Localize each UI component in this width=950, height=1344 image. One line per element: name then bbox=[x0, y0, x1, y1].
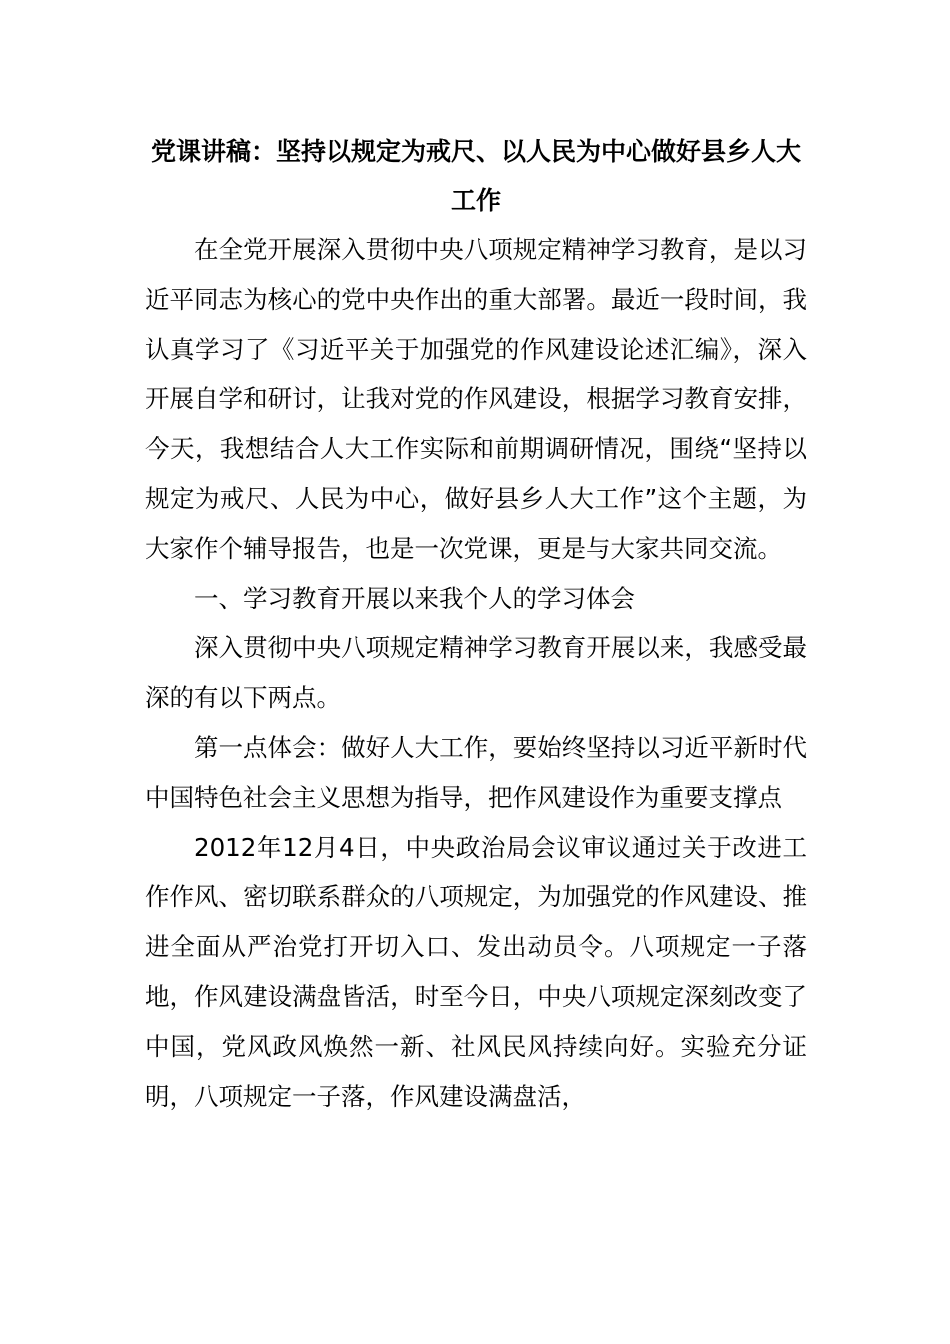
section-heading-1: 一、学习教育开展以来我个人的学习体会 bbox=[194, 583, 635, 613]
document-title: 党课讲稿：坚持以规定为戒尺、以人民为中心做好县乡人大工作 bbox=[150, 137, 801, 215]
paragraph-intro: 在全党开展深入贯彻中央八项规定精神学习教育，是以习近平同志为核心的党中央作出的重大部署。最近一段时间，我认真学习了《习近平关于加强党的作风建设论述汇编》，深入开展自学和研讨，让我对党的作风建设，根据学习教育安排，今天，我想结合人大工作实际和前期调研情况，围绕“坚持以规定为戒尺、人民为中心，做好县乡人大工作”这个主题，为大家作个辅导报告，也是一次党课，更是与大家共同交流。 bbox=[145, 235, 807, 563]
paragraph-point-1-body: 2012年12月4日，中央政治局会议审议通过关于改进工作作风、密切联系群众的八项规定，为加强党的作风建设、推进全面从严治党打开切入口、发出动员令。八项规定一子落地，作风建设满盘皆活，时至今日，中央八项规定深刻改变了中国，党风政风焕然一新、社风民风持续向好。实验充分证明，八项规定一子落，作风建设满盘活， bbox=[145, 832, 807, 1111]
document-body bbox=[145, 127, 807, 1121]
paragraph-summary: 深入贯彻中央八项规定精神学习教育开展以来，我感受最深的有以下两点。 bbox=[145, 633, 807, 713]
paragraph-point-1-heading: 第一点体会：做好人大工作，要始终坚持以习近平新时代中国特色社会主义思想为指导，把作风建设作为重要支撑点 bbox=[145, 732, 807, 812]
